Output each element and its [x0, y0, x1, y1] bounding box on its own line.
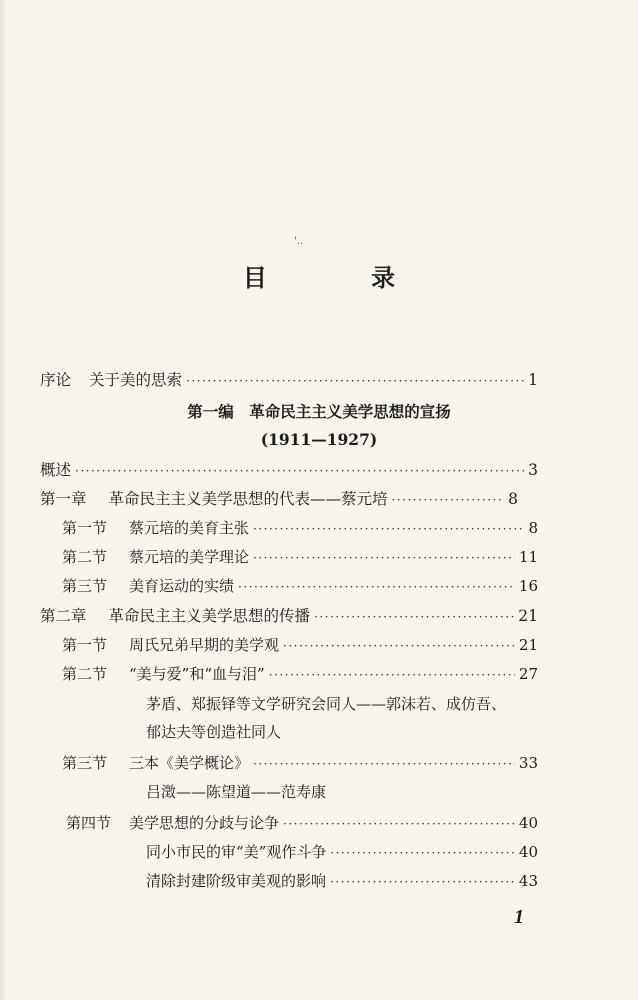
page-edge	[0, 0, 6, 1000]
leader-dots	[238, 575, 515, 599]
entry-label: 第二节	[62, 665, 108, 683]
entry-page: 33	[518, 754, 538, 772]
entry-title: 革命民主主义美学思想的传播	[108, 607, 311, 625]
entry-label: 第二章	[40, 607, 87, 625]
toc-entry-ch2-sec4-item1[interactable]	[146, 840, 538, 864]
entry-label: 第一章	[40, 490, 87, 508]
entry-label: 第二节	[62, 548, 108, 566]
toc-entry-preface[interactable]	[40, 368, 538, 392]
leader-dots	[253, 517, 524, 541]
toc-entry-chapter-2[interactable]	[40, 604, 538, 628]
toc-entry-ch2-sec4[interactable]	[66, 811, 538, 835]
toc-entry-ch1-sec3[interactable]	[62, 574, 538, 598]
entry-title: 清除封建阶级审美观的影响	[146, 872, 327, 890]
page-number: 1	[514, 906, 524, 928]
leader-dots	[392, 488, 505, 512]
leader-dots	[269, 663, 515, 687]
leader-dots	[75, 459, 524, 483]
print-mark: '..	[294, 236, 304, 247]
entry-label: 序论	[40, 371, 72, 389]
entry-page: 40	[518, 814, 538, 832]
entry-title: 周氏兄弟早期的美学观	[129, 636, 280, 654]
entry-label: 第一节	[62, 519, 108, 537]
toc-entry-overview[interactable]	[40, 458, 538, 482]
entry-title: 革命民主主义美学思想的代表——蔡元培	[108, 490, 388, 508]
entry-page: 21	[518, 636, 538, 654]
entry-label: 概述	[40, 461, 72, 479]
entry-label: 第四节	[66, 814, 112, 832]
part-title: 第一编 革命民主主义美学思想的宣扬	[187, 402, 451, 421]
leader-dots	[283, 634, 515, 658]
toc-entry-ch2-sec4-item2[interactable]	[146, 869, 538, 893]
entry-page: 3	[528, 461, 538, 479]
entry-page: 40	[518, 843, 538, 861]
section-subtitle-line-1: 茅盾、郑振铎等文学研究会同人——郭沫若、成仿吾、	[146, 695, 507, 713]
entry-label: 第一节	[62, 636, 108, 654]
entry-title: “美与爱”和“血与泪”	[129, 665, 265, 683]
entry-title: 蔡元培的美学理论	[129, 548, 250, 566]
page-title: 目 录	[242, 263, 444, 292]
part-years: (1911—1927)	[260, 430, 378, 449]
toc-entry-ch2-sec1[interactable]	[62, 633, 538, 657]
entry-label: 第三节	[62, 577, 108, 595]
toc-entry-ch2-sec3[interactable]	[62, 751, 538, 775]
entry-page: 43	[518, 872, 538, 890]
leader-dots	[186, 369, 524, 393]
entry-page: 16	[518, 577, 538, 595]
entry-page: 27	[518, 665, 538, 683]
leader-dots	[330, 870, 515, 894]
toc-entry-ch1-sec1[interactable]	[62, 516, 538, 540]
toc-entry-ch1-sec2[interactable]	[62, 545, 538, 569]
toc-entry-chapter-1[interactable]	[40, 487, 518, 511]
leader-dots	[314, 605, 514, 629]
entry-title: 蔡元培的美育主张	[129, 519, 250, 537]
section-subtitle-line-2: 郁达夫等创造社同人	[146, 723, 282, 741]
entry-page: 21	[518, 607, 538, 625]
leader-dots	[330, 841, 515, 865]
entry-page: 1	[528, 371, 538, 389]
entry-title: 同小市民的审“美”观作斗争	[146, 843, 327, 861]
entry-page: 8	[508, 490, 518, 508]
leader-dots	[253, 546, 515, 570]
entry-label: 第三节	[62, 754, 108, 772]
entry-page: 11	[518, 548, 538, 566]
leader-dots	[253, 752, 515, 776]
entry-title: 美育运动的实绩	[129, 577, 235, 595]
entry-title: 三本《美学概论》	[129, 754, 250, 772]
entry-page: 8	[528, 519, 538, 537]
section-subtitle-line: 吕澂——陈望道——范寿康	[146, 783, 327, 801]
entry-title: 关于美的思索	[89, 371, 183, 389]
leader-dots	[283, 812, 515, 836]
entry-title: 美学思想的分歧与论争	[129, 814, 280, 832]
toc-entry-ch2-sec2[interactable]	[62, 662, 538, 686]
